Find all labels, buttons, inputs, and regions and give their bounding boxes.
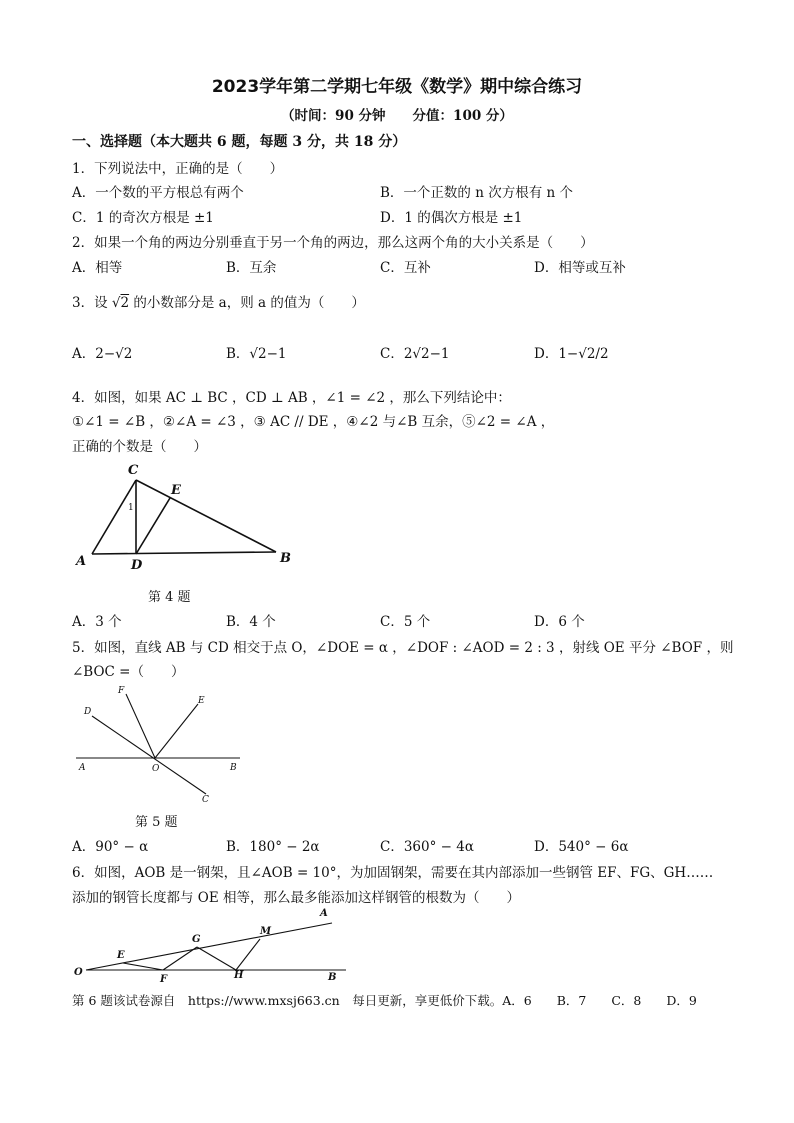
q5-line-dc bbox=[92, 716, 206, 794]
q4-line-ac bbox=[92, 480, 136, 554]
q2-option-c: C．互补 bbox=[380, 260, 431, 276]
q5-option-d: D．540° − 6α bbox=[534, 839, 629, 855]
q6-label-h: H bbox=[234, 970, 244, 981]
q4-label-a: A bbox=[76, 554, 87, 569]
q2-option-b: B．互余 bbox=[226, 260, 277, 276]
q6-ray-oa bbox=[86, 923, 332, 970]
q4-caption: 第 4 题 bbox=[148, 590, 191, 605]
q5-ray-oe bbox=[155, 704, 198, 758]
q5-label-b: B bbox=[230, 763, 237, 773]
q1-option-d: D．1 的偶次方根是 ±1 bbox=[380, 210, 523, 226]
q4-option-b: B．4 个 bbox=[226, 614, 276, 630]
q3-option-c: C．2√2−1 bbox=[380, 346, 450, 362]
q1-option-c: C．1 的奇次方根是 ±1 bbox=[72, 210, 214, 226]
q4-label-c: C bbox=[128, 463, 139, 478]
q4-label-angle1: 1 bbox=[128, 503, 134, 513]
q6-label-f: F bbox=[160, 974, 168, 984]
q5-caption: 第 5 题 bbox=[135, 815, 178, 830]
q6-bar-gh bbox=[197, 947, 236, 970]
q5-option-b: B．180° − 2α bbox=[226, 839, 320, 855]
q6-bar-hm bbox=[236, 939, 260, 970]
q6-label-o: O bbox=[74, 967, 83, 978]
q3-radicand: 2 bbox=[120, 295, 130, 311]
q5-option-a: A．90° − α bbox=[72, 839, 149, 855]
q4-figure bbox=[70, 458, 300, 576]
q5-label-a: A bbox=[79, 763, 86, 773]
q4-option-d: D．6 个 bbox=[534, 614, 585, 630]
q5-label-e: E bbox=[198, 696, 205, 706]
q3-stem bbox=[72, 291, 365, 311]
q6-label-a: A bbox=[320, 908, 328, 919]
q6-figure bbox=[70, 904, 360, 984]
q6-caption-and-options: 第 6 题该试卷源自 https://www.mxsj663.cn 每日更新，享更低价下载。A．6 B．7 C．8 D．9 bbox=[72, 993, 697, 1008]
page-title: 2023学年第二学期七年级《数学》期中综合练习 bbox=[211, 77, 583, 97]
q1-option-a: A．一个数的平方根总有两个 bbox=[72, 185, 244, 201]
q3-option-a: A．2−√2 bbox=[72, 346, 133, 362]
q6-stem: 6．如图，AOB 是一钢架，且∠AOB = 10°，为加固钢架，需要在其内部添加一些钢管 EF、FG、GH…… bbox=[72, 865, 714, 881]
q4-stem: 4．如图，如果 AC ⊥ BC ，CD ⊥ AB ，∠1 = ∠2 ，那么下列结论中： bbox=[72, 390, 511, 406]
q3-stem-pre: 3．设 bbox=[72, 295, 112, 311]
q3-sqrt: √2 bbox=[111, 295, 130, 311]
q5-label-c: C bbox=[202, 795, 209, 805]
q4-ask: 正确的个数是（ ） bbox=[72, 439, 207, 455]
q2-stem: 2．如果一个角的两边分别垂直于另一个角的两边，那么这两个角的大小关系是（ ） bbox=[72, 235, 594, 251]
q4-line-cb bbox=[136, 480, 276, 552]
q4-line-ab bbox=[92, 552, 276, 554]
q5-label-o: O bbox=[152, 764, 160, 774]
q5-figure bbox=[70, 682, 250, 806]
q6-stem-continued: 添加的钢管长度都与 OE 相等，那么最多能添加这样钢管的根数为（ ） bbox=[72, 890, 521, 906]
q5-label-d: D bbox=[84, 707, 92, 717]
q6-label-m: M bbox=[260, 926, 272, 937]
q5-ray-of bbox=[126, 694, 155, 758]
q5-label-f: F bbox=[118, 686, 125, 696]
q3-stem-post: 的小数部分是 a，则 a 的值为（ ） bbox=[129, 295, 365, 311]
q6-label-e: E bbox=[117, 950, 125, 961]
q4-line-de bbox=[136, 498, 170, 554]
q4-option-c: C．5 个 bbox=[380, 614, 431, 630]
q4-conclusions: ①∠1 = ∠B ，②∠A = ∠3 ，③ AC // DE ，④∠2 与∠B 互余，⑤∠2 = ∠A ， bbox=[72, 414, 555, 430]
q4-label-b: B bbox=[280, 551, 291, 566]
q2-option-d: D．相等或互补 bbox=[534, 260, 626, 276]
q6-label-g: G bbox=[192, 934, 201, 945]
q3-option-b: B．√2−1 bbox=[226, 346, 287, 362]
q4-option-a: A．3 个 bbox=[72, 614, 122, 630]
q6-label-b: B bbox=[328, 972, 337, 983]
q2-option-a: A．相等 bbox=[72, 260, 123, 276]
q5-stem-continued: ∠BOC =（ ） bbox=[72, 664, 185, 680]
q5-option-c: C．360° − 4α bbox=[380, 839, 474, 855]
q4-label-d: D bbox=[131, 558, 143, 573]
q6-bar-fg bbox=[163, 947, 197, 970]
q6-bar-ef bbox=[123, 963, 163, 970]
section-heading: 一、选择题（本大题共 6 题，每题 3 分，共 18 分） bbox=[72, 134, 407, 150]
q4-label-e: E bbox=[171, 483, 181, 498]
q1-stem: 1．下列说法中，正确的是（ ） bbox=[72, 161, 284, 177]
q1-option-b: B．一个正数的 n 次方根有 n 个 bbox=[380, 185, 573, 201]
page-subtitle: （时间：90 分钟 分值：100 分） bbox=[281, 108, 513, 124]
q3-option-d: D．1−√2/2 bbox=[534, 346, 609, 362]
q5-stem: 5．如图，直线 AB 与 CD 相交于点 O，∠DOE = α ，∠DOF : ∠AOD = 2 : 3 ，射线 OE 平分 ∠BOF ，则 bbox=[72, 640, 734, 656]
